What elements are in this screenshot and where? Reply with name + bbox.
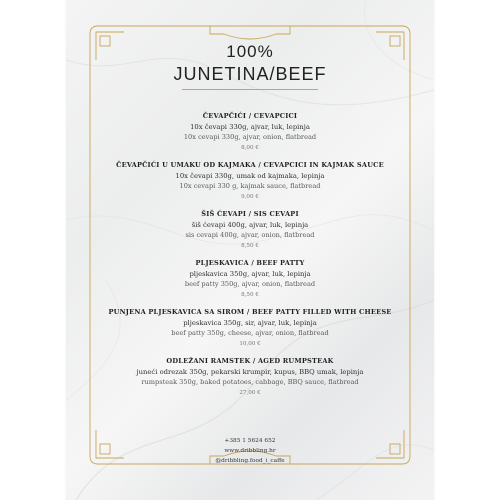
menu-item-price: 27,00 € [239, 389, 261, 396]
menu-item-price: 10,00 € [239, 340, 261, 347]
menu-item-title: PLJESKAVICA / BEEF PATTY [195, 259, 305, 267]
title-divider [182, 89, 318, 90]
social-handle: @dribbling.food_i_caffe [215, 458, 285, 464]
menu-item-description-hr: pljeskavica 350g, ajvar, luk, lepinja [189, 269, 311, 278]
menu-item-price: 8,50 € [241, 242, 259, 249]
menu-item [100, 356, 400, 398]
menu-item [100, 307, 400, 349]
menu-item-description-hr: 10x čevapi 330g, ajvar, luk, lepinja [190, 122, 310, 131]
menu-items [100, 111, 400, 405]
menu-item [100, 111, 400, 153]
menu-item-description-hr: 10x čevapi 330g, umak od kajmaka, lepinja [175, 171, 325, 180]
menu-item-description-hr: šiš ćevapi 400g, ajvar, luk, lepinja [191, 220, 309, 229]
menu-item-description-en: sis cevapi 400g, ajvar, onion, flatbread [185, 231, 315, 239]
menu-item-description-en: beef patty 350g, ajvar, onion, flatbread [184, 280, 316, 288]
menu-item-description-en: 10x cevapi 330 g, kajmak sauce, flatbread [179, 182, 321, 190]
menu-item-title: ČEVAPČIĆI / CEVAPCICI [202, 112, 298, 120]
menu-item [100, 258, 400, 300]
menu-title-percent: 100% [226, 42, 274, 61]
menu-item-title: ČEVAPČIĆI U UMAKU OD KAJMAKA / CEVAPCICI IN KAJMAK SAUCE [116, 161, 384, 169]
menu-item-price: 8,00 € [241, 144, 259, 151]
menu-title: JUNETINA/BEEF [173, 64, 327, 84]
menu-item-title: PUNJENA PLJESKAVICA SA SIROM / BEEF PATTY FILLED WITH CHEESE [108, 308, 392, 316]
menu-item-description-hr: pljeskavica 350g, sir, ajvar, luk, lepinja [183, 318, 317, 327]
menu-item-price: 8,50 € [241, 291, 259, 298]
menu-item-price: 9,00 € [241, 193, 259, 200]
menu-item-description-en: 10x cevapi 330g, ajvar, onion, flatbread [183, 133, 317, 141]
phone-number: +385 1 5624 652 [224, 438, 276, 444]
menu-item-description-en: beef patty 350g, cheese, ajvar, onion, flatbread [171, 329, 329, 337]
menu-item [100, 160, 400, 202]
website-link[interactable]: www.dribbling.hr [224, 448, 276, 454]
menu-item-description-hr: juneći odrezak 350g, pekarski krumpir, kupus, BBQ umak, lepinja [136, 367, 364, 376]
menu-item-description-en: rumpsteak 350g, baked potatoes, cabbage, BBQ sauce, flatbread [141, 378, 359, 386]
menu-item [100, 209, 400, 251]
menu-item-title: ŠIŠ ĆEVAPI / SIS CEVAPI [201, 210, 299, 218]
menu-footer [100, 436, 400, 466]
menu-item-title: ODLEŽANI RAMSTEK / AGED RUMPSTEAK [166, 357, 334, 365]
